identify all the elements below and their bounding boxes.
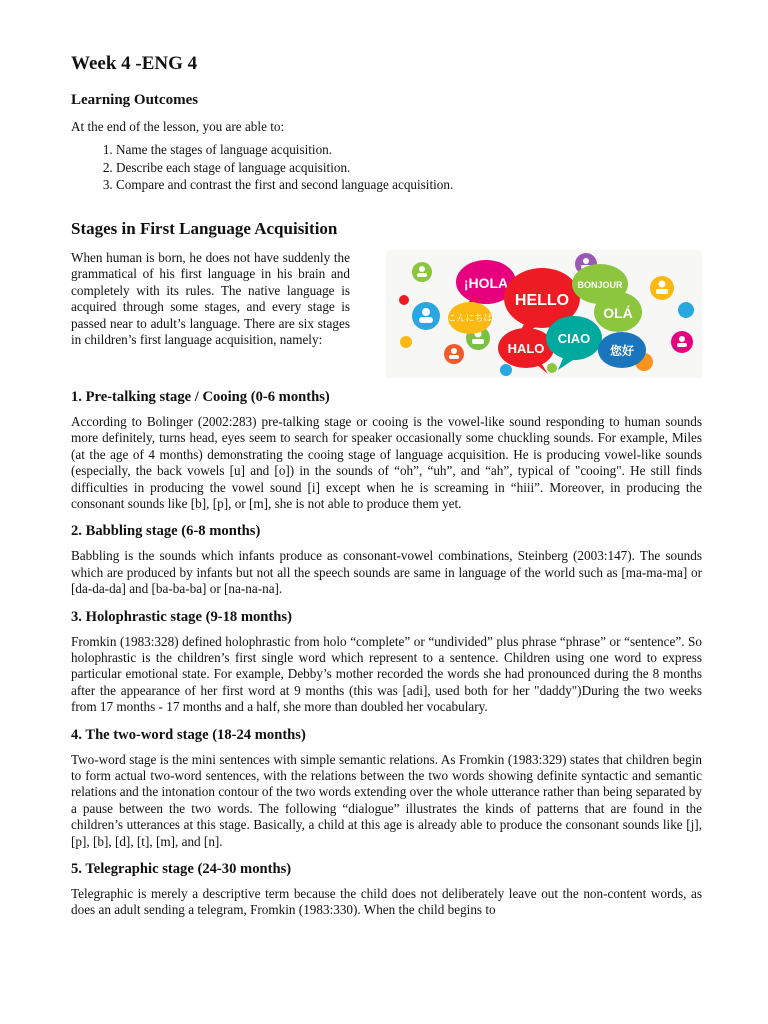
- ninhao-bubble: [598, 332, 646, 368]
- word-bonjour: BONJOUR: [577, 279, 623, 290]
- learning-outcomes-heading: Learning Outcomes: [71, 92, 199, 108]
- word-hello: HELLO: [514, 291, 570, 309]
- word-halo: HALO: [507, 340, 545, 356]
- intro-with-image: [71, 250, 702, 378]
- stage-2: [71, 522, 702, 597]
- word-ninhao: 您好: [609, 343, 635, 358]
- stage-paragraph: Telegraphic is merely a descriptive term because the child does not deliberately leave out the non-content words, as does an adult sending a telegram, Fromkin (1983:330). When the child begins to: [71, 886, 702, 918]
- ola-bubble: [594, 292, 642, 332]
- learning-outcomes-intro: At the end of the lesson, you are able to:: [71, 119, 285, 134]
- outcome-item: 2. Describe each stage of language acquisition.: [116, 159, 702, 177]
- stage-heading: 3. Holophrastic stage (9-18 months): [71, 608, 292, 625]
- stage-heading: 1. Pre-talking stage / Cooing (0-6 months): [71, 388, 330, 405]
- stage-paragraph: According to Bolinger (2002:283) pre-talking stage or cooing is the vowel-like sound responding to human sounds more definitely, turns head, eyes seem to search for speaker occasionally some chuckling sounds. For example, Miles (at the age of 4 months) demonstrating the cooing stage of language acquisition. He is producing vowel-like sounds (especially, the back vowels [u] and [o]) in the sounds of “oh”, “uh”, and “ah”, typical of "cooing". He still finds difficulties in producing the vowel sound [i] except when he is screaming in “hiii”. Moreover, in producing the consonant sounds like [b], [p], or [m], she is not able to produce them yet.: [71, 413, 702, 511]
- stage-paragraph: Fromkin (1983:328) defined holophrastic from holo “complete” or “undivided” plus phrase “phrase” or “sentence”. So holophrastic is the children’s first single word which represent to a sentence. Children using one word to express particular emotional state. For example, Debby’s mother recorded the words she had pronounced during the 8 months after the appearance of her first word at 9 months (this was [adi], used both for her "daddy")During the two weeks from 17 months - 17 months and a half, she more than doubled her vocabulary.: [71, 633, 702, 715]
- stage-heading: 4. The two-word stage (18-24 months): [71, 726, 306, 743]
- document-title: Week 4 -ENG 4: [71, 53, 198, 74]
- section-intro-paragraph: When human is born, he does not have suddenly the grammatical of his first language in his brain and completely with its rules. The native language is acquired through some stages, and every stage is passed near to adult’s language. There are six stages in children’s first language acquisition, namely:: [71, 249, 350, 347]
- stage-3: [71, 608, 702, 716]
- word-hola: ¡HOLA: [463, 274, 509, 291]
- stage-5: [71, 860, 702, 919]
- stage-paragraph: Two-word stage is the mini sentences with simple semantic relations. As Fromkin (1983:329) states that children begin to form actual two-word sentences, with the relations between the two words showing definite syntactic and semantic relations and the intonation contour of the two words extending over the whole utterance rather than being separated by a pause between the two words. The following “dialogue” illustrates the kinds of patterns that are found in the children’s utterances at this stage. Basically, a child at this age is already able to produce the consonant sounds like [j], [p], [b], [d], [t], [m], and [n].: [71, 751, 702, 849]
- stage-heading: 2. Babbling stage (6-8 months): [71, 523, 261, 540]
- stage-4: [71, 726, 702, 850]
- document-page: [71, 52, 702, 929]
- section-heading: Stages in First Language Acquisition: [71, 218, 338, 238]
- stage-paragraph: Babbling is the sounds which infants produce as consonant-vowel combinations, Steinberg (2003:147). The sounds which are produced by infants but not all the speech sounds are same in language of the world such as [ma-ma-ma] or [da-da-da] and [ba-ba-ba] or [na-na-na].: [71, 548, 702, 597]
- learning-outcomes-list: [71, 141, 702, 194]
- outcome-item: 3. Compare and contrast the first and second language acquisition.: [116, 176, 702, 194]
- hello-languages-image: [386, 250, 702, 378]
- word-ciao: CIAO: [557, 330, 591, 346]
- stage-heading: 5. Telegraphic stage (24-30 months): [71, 861, 292, 878]
- outcome-item: 1. Name the stages of language acquisition.: [116, 141, 702, 159]
- word-konnichiwa: こんにちは: [447, 313, 493, 324]
- word-ola: OLÁ: [603, 304, 633, 321]
- stage-1: [71, 388, 702, 512]
